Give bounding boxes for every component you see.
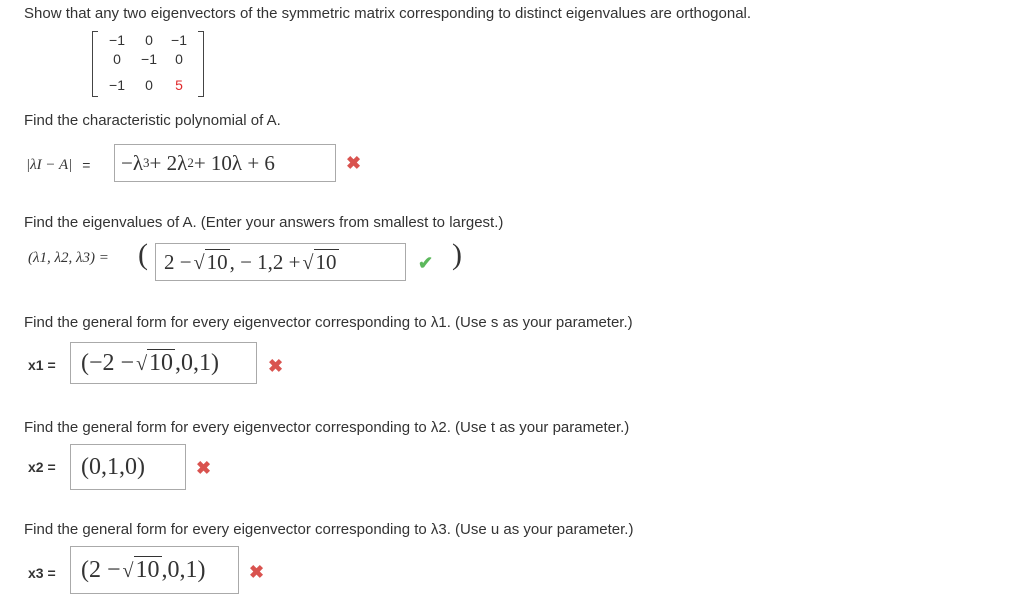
open-paren: ( [138,238,148,271]
eigen-part-a: 2 − [164,249,192,274]
matrix-cell: 0 [113,51,121,67]
equals-sign: = [82,157,91,173]
matrix-left-bracket [92,31,98,97]
matrix-cell: −1 [109,77,125,93]
v1-prompt: Find the general form for every eigenvector corresponding to λ1. (Use s as your parameter.) [24,314,633,331]
v1-answer-field[interactable] [70,342,257,384]
charpoly-exp1: 3 [143,155,150,170]
charpoly-lhs: |λI − A| [26,156,73,173]
matrix-cell-highlighted: 5 [175,77,183,93]
matrix-cell: −1 [171,32,187,48]
sqrt-symbol: √10 [193,249,228,274]
v3-answer-field[interactable] [70,546,239,594]
question-title: Show that any two eigenvectors of the symmetric matrix corresponding to distinct eigenvalues are orthogonal. [24,5,752,22]
v1-part-b: ,0,1) [175,349,220,376]
eigenvalues-prompt: Find the eigenvalues of A. (Enter your answers from smallest to largest.) [24,214,504,231]
eigenvalues-answer-field[interactable] [155,243,406,281]
sqrt-symbol: √10 [122,556,160,583]
charpoly-term1: −λ [121,150,144,175]
v3-prompt: Find the general form for every eigenvector corresponding to λ3. (Use u as your parameter.) [24,521,634,538]
incorrect-icon: ✖ [268,356,284,376]
v2-prompt: Find the general form for every eigenvector corresponding to λ2. (Use t as your parameter.) [24,419,630,436]
v1-part-a: (−2 − [81,349,135,376]
v1-label: x1 = [28,357,56,373]
v3-part-b: ,0,1) [161,556,206,583]
matrix [92,31,204,97]
incorrect-icon: ✖ [346,153,362,173]
v3-part-a: (2 − [81,556,121,583]
v2-answer-field[interactable] [70,444,186,490]
eigen-part-b: , − 1,2 + [229,249,301,274]
incorrect-icon: ✖ [196,458,212,478]
matrix-right-bracket [198,31,204,97]
charpoly-term3: + 10λ + 6 [193,150,275,175]
correct-icon: ✔ [418,253,434,273]
matrix-cell: 0 [145,32,153,48]
charpoly-prompt: Find the characteristic polynomial of A. [24,112,281,129]
v2-part-a: (0,1,0) [81,453,145,480]
matrix-cell: 0 [175,51,183,67]
matrix-cell: −1 [109,32,125,48]
charpoly-exp2: 2 [187,155,194,170]
sqrt-symbol: √10 [302,249,337,274]
v3-label: x3 = [28,565,56,581]
eigenvalues-lhs: (λ1, λ2, λ3) = [28,250,109,266]
sqrt-symbol: √10 [136,349,174,376]
v2-label: x2 = [28,459,56,475]
close-paren: ) [452,238,462,271]
matrix-cell: 0 [145,77,153,93]
matrix-cell: −1 [141,51,157,67]
charpoly-term2: + 2λ [149,150,188,175]
charpoly-answer-field[interactable] [114,144,336,182]
charpoly-lhs-group [26,150,90,180]
incorrect-icon: ✖ [249,562,265,582]
